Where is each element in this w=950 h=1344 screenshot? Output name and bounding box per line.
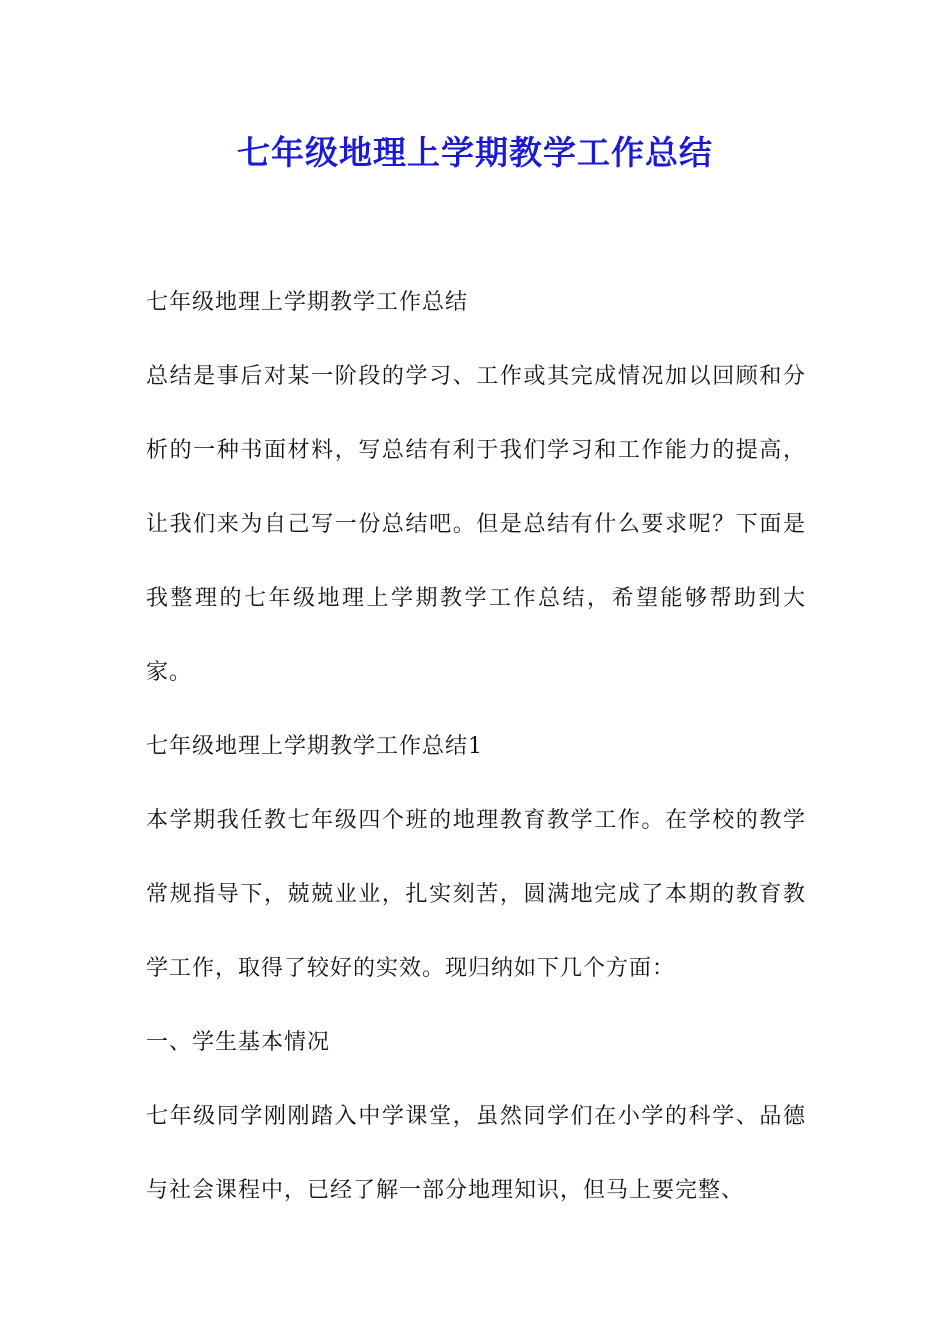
subtitle-paragraph: 七年级地理上学期教学工作总结 [146,290,469,315]
students-paragraph: 七年级同学刚刚踏入中学课堂，虽然同学们在小学的科学、品德与社会课程中，已经了解一部分地理知识，但马上要完整、 [146,1104,806,1203]
section-heading-students: 一、学生基本情况 [146,1030,331,1055]
document-body [146,266,806,1228]
section-heading-1: 七年级地理上学期教学工作总结1 [146,734,483,759]
document-title: 七年级地理上学期教学工作总结 [237,133,713,172]
intro-paragraph: 总结是事后对某一阶段的学习、工作或其完成情况加以回顾和分析的一种书面材料，写总结有利于我们学习和工作能力的提高，让我们来为自己写一份总结吧。但是总结有什么要求呢？下面是我整理的七年级地理上学期教学工作总结，希望能够帮助到大家。 [146,364,806,685]
overview-paragraph: 本学期我任教七年级四个班的地理教育教学工作。在学校的教学常规指导下，兢兢业业，扎实刻苦，圆满地完成了本期的教育教学工作，取得了较好的实效。现归纳如下几个方面： [146,808,806,981]
